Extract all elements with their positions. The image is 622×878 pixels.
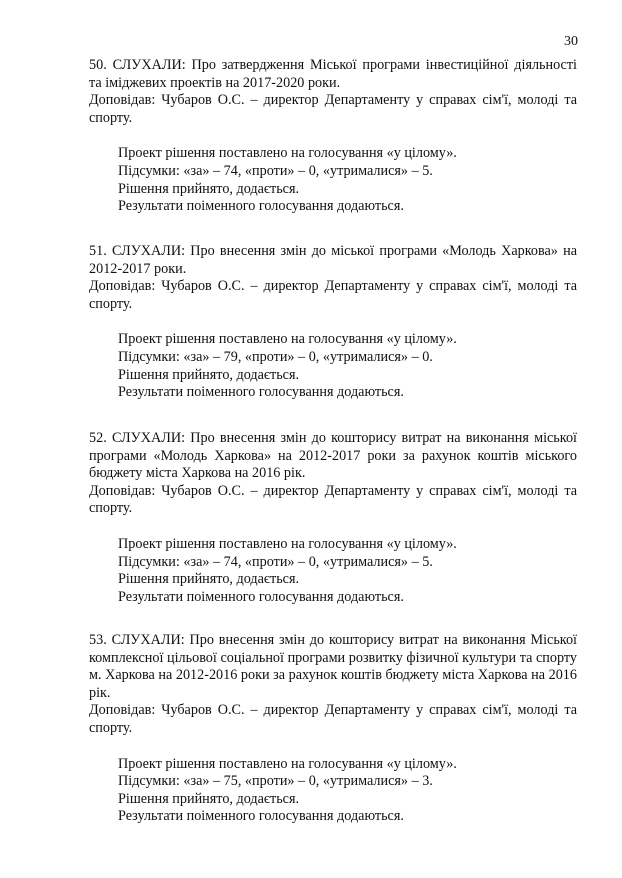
roll-call-line: Результати поіменного голосування додаються. [118,198,404,215]
item-speaker: Доповідав: Чубаров О.С. – директор Департаменту у справах сім'ї, молоді та спорту. [89,92,577,126]
item-speaker: Доповідав: Чубаров О.С. – директор Департаменту у справах сім'ї, молоді та спорту. [89,482,577,517]
item-speaker: Доповідав: Чубаров О.С. – директор Департаменту у справах сім'ї, молоді та спорту. [89,702,577,736]
vote-block [89,536,577,606]
item-heading: 51. СЛУХАЛИ: Про внесення змін до міської програми «Молодь Харкова» на 2012-2017 роки. [89,243,577,277]
page-number: 30 [564,34,578,49]
vote-intro: Проект рішення поставлено на голосування «у цілому». [118,145,457,162]
item-heading: 53. СЛУХАЛИ: Про внесення змін до кошторису витрат на виконання Міської комплексної цільової соціальної програми розвитку фізичної культури та спорту м. Харкова на 2012-2016 роки за рахунок коштів бюджету міста Харкова на 2016 рік. [89,632,577,701]
agenda-item-50 [89,57,577,216]
agenda-item-53 [89,632,577,826]
vote-intro: Проект рішення поставлено на голосування «у цілому». [118,331,457,348]
vote-results: Підсумки: «за» – 79, «проти» – 0, «утрималися» – 0. [118,348,433,365]
vote-block [89,756,577,826]
vote-results: Підсумки: «за» – 74, «проти» – 0, «утрималися» – 5. [118,162,433,179]
decision-line: Рішення прийнято, додається. [118,790,300,807]
vote-intro: Проект рішення поставлено на голосування «у цілому». [118,535,457,552]
agenda-item-52 [89,430,577,606]
vote-results: Підсумки: «за» – 74, «проти» – 0, «утрималися» – 5. [118,553,433,570]
vote-block [89,145,577,215]
item-heading: 50. СЛУХАЛИ: Про затвердження Міської програми інвестиційної діяльності та іміджевих проектів на 2017-2020 роки. [89,57,577,91]
vote-block [89,331,577,401]
roll-call-line: Результати поіменного голосування додаються. [118,588,404,605]
item-speaker: Доповідав: Чубаров О.С. – директор Департаменту у справах сім'ї, молоді та спорту. [89,278,577,312]
decision-line: Рішення прийнято, додається. [118,571,300,588]
decision-line: Рішення прийнято, додається. [118,366,300,383]
agenda-item-51 [89,243,577,402]
roll-call-line: Результати поіменного голосування додаються. [118,384,404,401]
vote-intro: Проект рішення поставлено на голосування «у цілому». [118,755,457,772]
roll-call-line: Результати поіменного голосування додаються. [118,808,404,825]
item-heading: 52. СЛУХАЛИ: Про внесення змін до кошторису витрат на виконання міської програми «Молодь Харкова» на 2012-2017 роки за рахунок коштів міського бюджету міста Харкова на 2016 рік. [89,430,577,482]
decision-line: Рішення прийнято, додається. [118,180,300,197]
vote-results: Підсумки: «за» – 75, «проти» – 0, «утрималися» – 3. [118,773,433,790]
